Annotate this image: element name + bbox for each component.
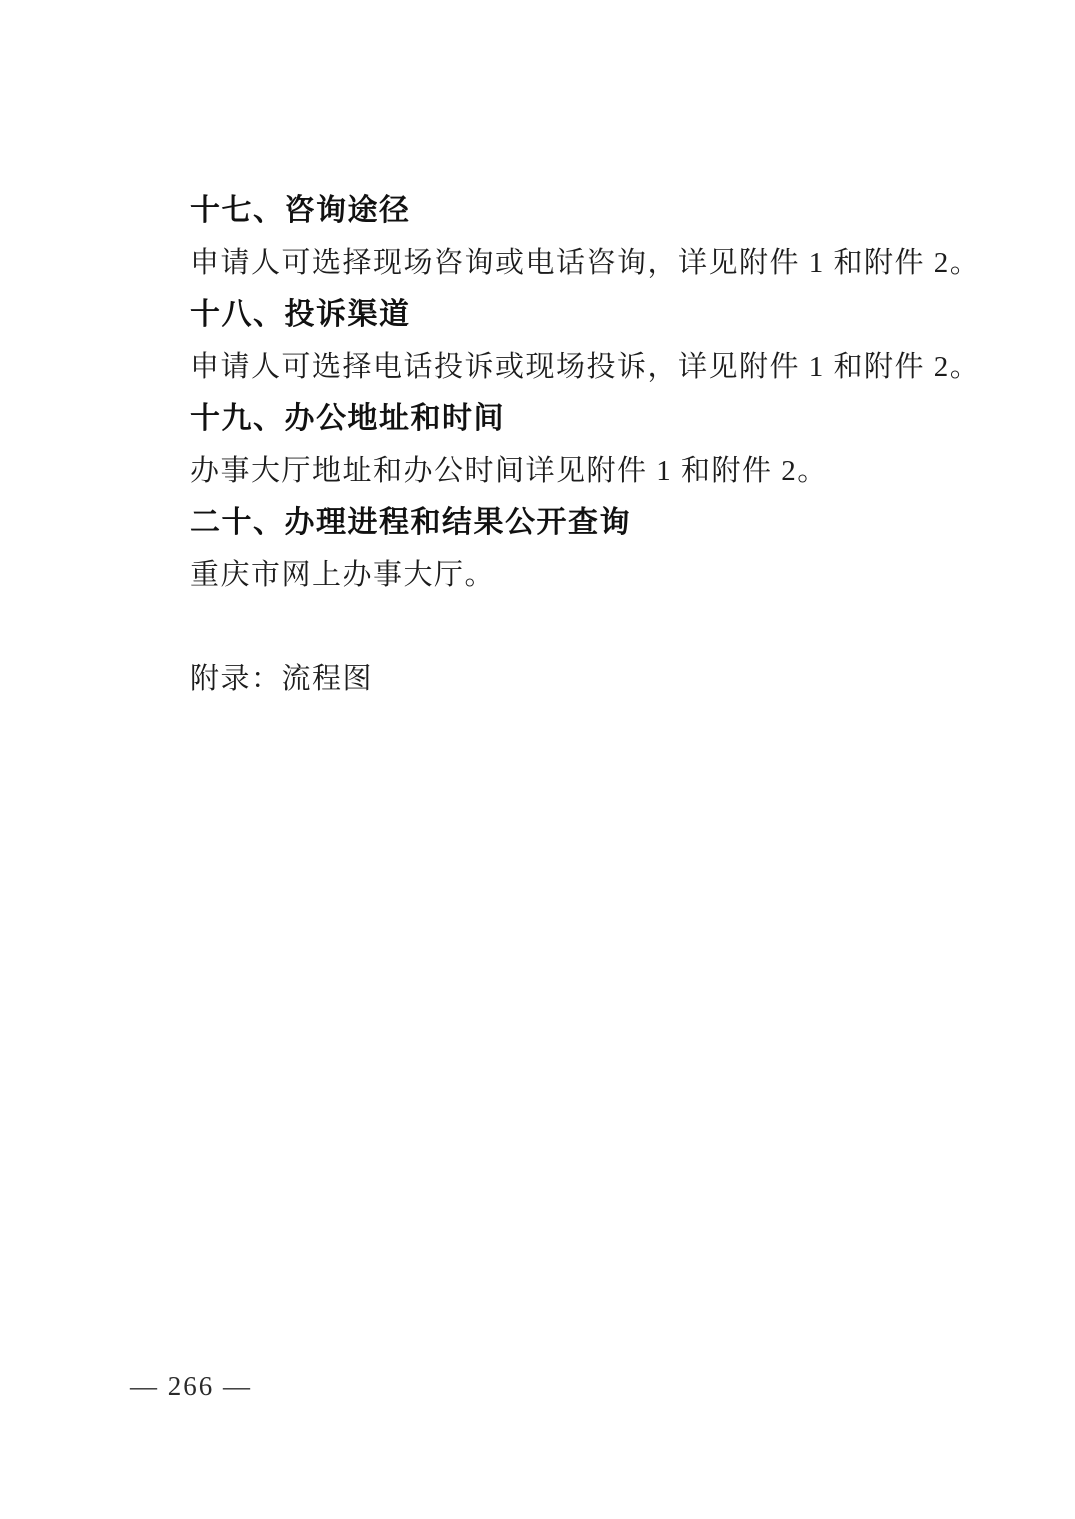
paragraph-20-inquiry-detail: 重庆市网上办事大厅。: [190, 559, 496, 591]
paragraph-17-consultation-detail: 申请人可选择现场咨询或电话咨询，详见附件 1 和附件 2。: [190, 247, 981, 279]
section-heading-19-office-address-hours: 十九、办公地址和时间: [190, 402, 505, 435]
paragraph-18-complaint-detail: 申请人可选择电话投诉或现场投诉，详见附件 1 和附件 2。: [190, 351, 981, 383]
section-heading-18-complaint-channels: 十八、投诉渠道: [190, 298, 411, 331]
section-heading-17-consultation-channels: 十七、咨询途径: [190, 194, 411, 227]
paragraph-19-office-detail: 办事大厅地址和办公时间详见附件 1 和附件 2。: [190, 455, 828, 487]
page-number: — 266 —: [130, 1371, 252, 1401]
appendix-note: 附录：流程图: [190, 663, 374, 695]
blank-line: [190, 601, 935, 653]
document-content: [190, 185, 981, 705]
section-heading-20-progress-result-inquiry: 二十、办理进程和结果公开查询: [190, 506, 631, 539]
